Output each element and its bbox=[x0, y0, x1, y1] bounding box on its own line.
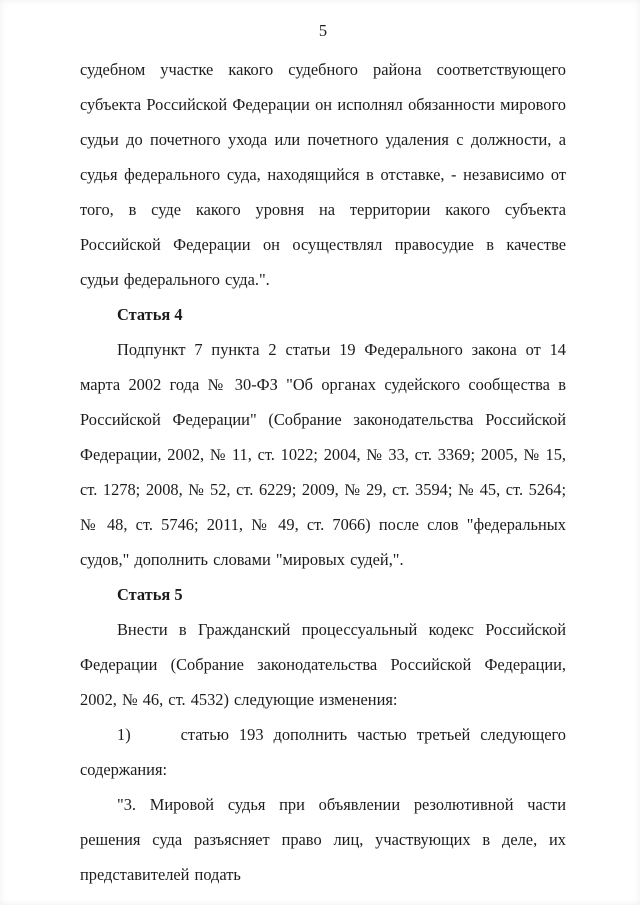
document-body bbox=[80, 52, 566, 892]
paragraph-article-5-intro: Внести в Гражданский процессуальный кодекс Российской Федерации (Собрание законодательства Российской Федерации, 2002, № 46, ст. 4532) следующие изменения: bbox=[80, 620, 566, 709]
section-heading-article-4: Статья 4 bbox=[117, 305, 183, 324]
paragraph-article-4-body: Подпункт 7 пункта 2 статьи 19 Федерального закона от 14 марта 2002 года № 30-ФЗ "Об органах судейского сообщества в Российской Федерации" (Собрание законодательства Российской Федерации, 2002, № 11, ст. 1022; 2004, № 33, ст. 3369; 2005, № 15, ст. 1278; 2008, № 52, ст. 6229; 2009, № 29, ст. 3594; № 45, ст. 5264; № 48, ст. 5746; 2011, № 49, ст. 7066) после слов "федеральных судов," дополнить словами "мировых судей,". bbox=[80, 340, 566, 569]
paragraph-continuation: судебном участке какого судебного района соответствующего субъекта Российской Федерации он исполнял обязанности мирового судьи до почетного ухода или почетного удаления с должности, а судья федерального суда, находящийся в отставке, - независимо от того, в суде какого уровня на территории какого субъекта Российской Федерации он осуществлял правосудие в качестве судьи федерального суда.". bbox=[80, 60, 566, 289]
section-heading-article-5: Статья 5 bbox=[117, 585, 183, 604]
numbered-item-1: 1) статью 193 дополнить частью третьей следующего содержания: bbox=[80, 725, 566, 779]
paragraph-quoted-provision: "3. Мировой судья при объявлении резолютивной части решения суда разъясняет право лиц, участвующих в деле, их представителей подать bbox=[80, 795, 566, 884]
page-number: 5 bbox=[318, 21, 328, 40]
